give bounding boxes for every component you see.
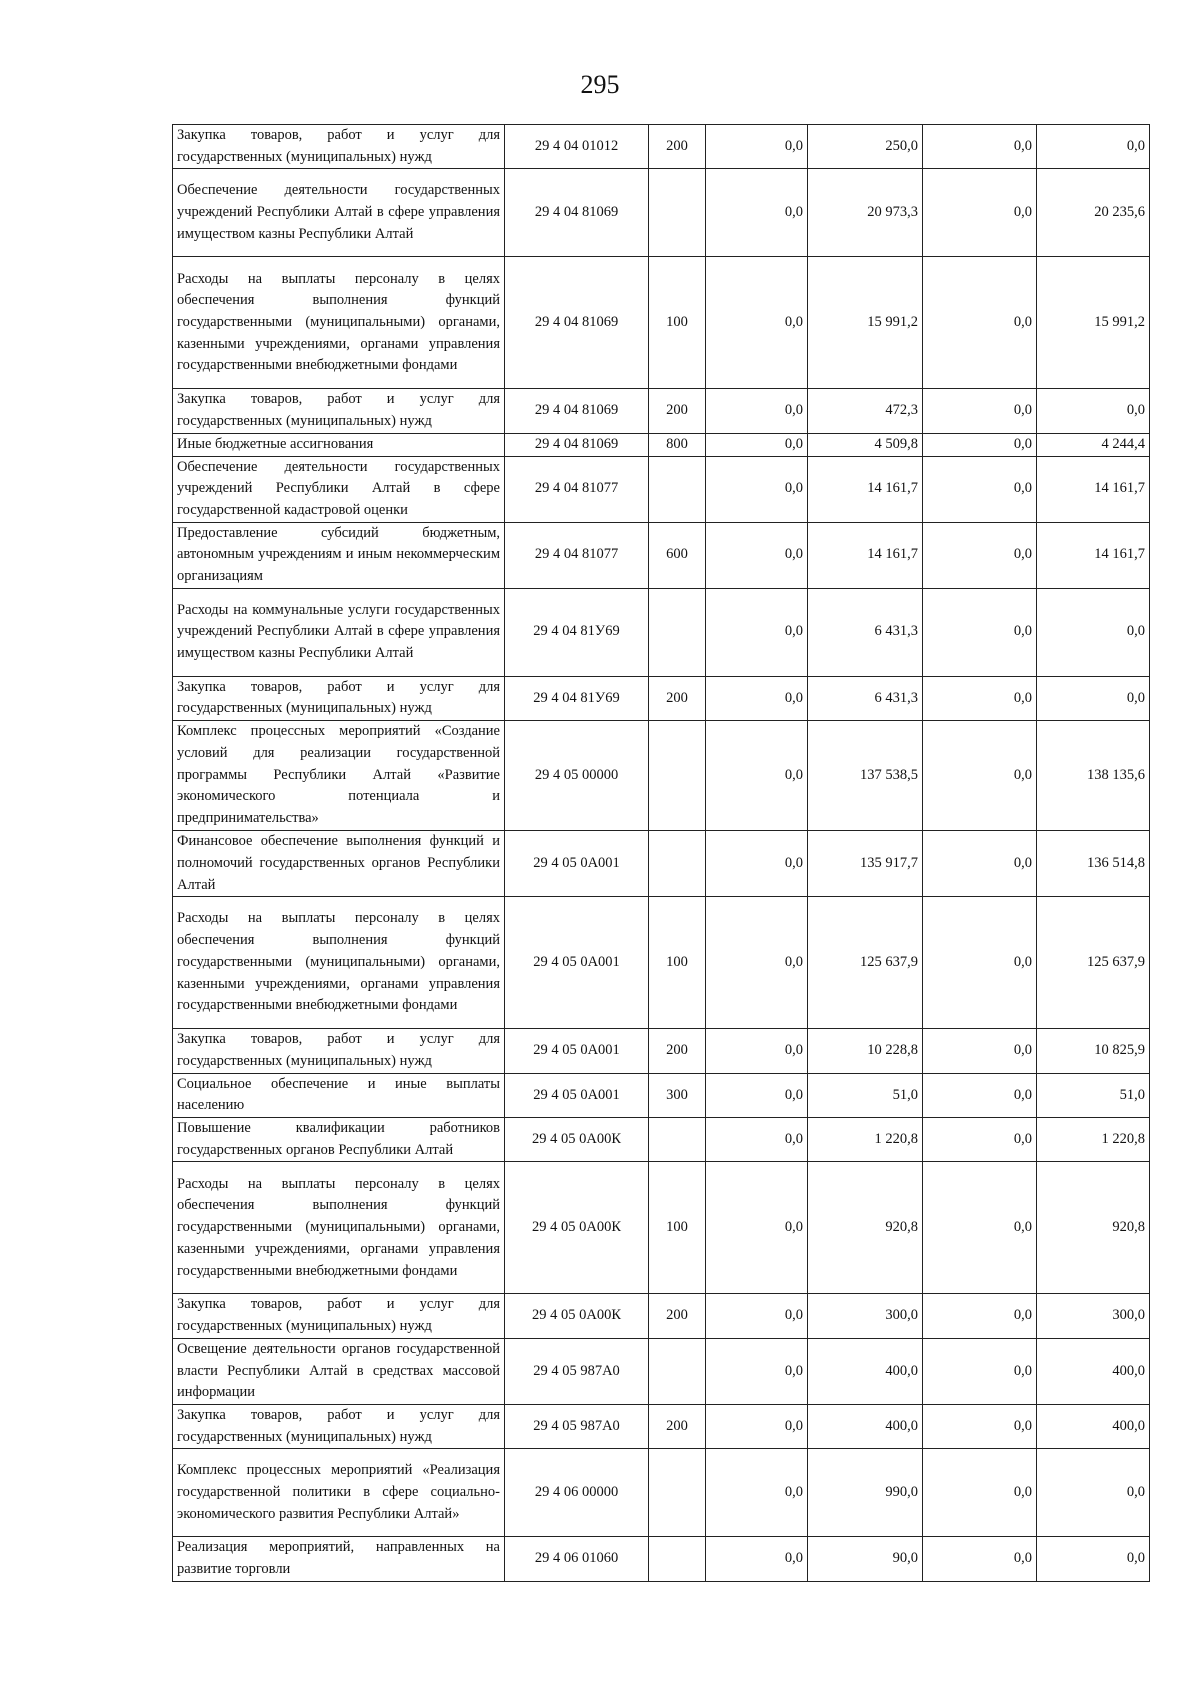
amount-col-2-cell: 15 991,2: [808, 257, 923, 389]
amount-col-1-cell: 0,0: [706, 588, 808, 676]
target-code-cell: 29 4 04 81069: [505, 169, 649, 257]
amount-col-3-cell: 0,0: [923, 897, 1037, 1029]
amount-col-1-cell: 0,0: [706, 1073, 808, 1117]
amount-col-4-cell: 920,8: [1037, 1162, 1150, 1294]
table-row: [173, 1338, 1150, 1404]
amount-col-1-cell: 0,0: [706, 1338, 808, 1404]
amount-col-4-cell: 136 514,8: [1037, 831, 1150, 897]
item-name-cell: Предоставление субсидий бюджетным, автономным учреждениям и иным некоммерческим организациям: [173, 522, 505, 588]
target-code-cell: 29 4 04 81077: [505, 522, 649, 588]
amount-col-3-cell: 0,0: [923, 257, 1037, 389]
amount-col-1-cell: 0,0: [706, 1537, 808, 1581]
item-name-cell: Обеспечение деятельности государственных учреждений Республики Алтай в сфере государственной кадастровой оценки: [173, 456, 505, 522]
amount-col-3-cell: 0,0: [923, 125, 1037, 169]
target-code-cell: 29 4 05 987А0: [505, 1404, 649, 1448]
amount-col-1-cell: 0,0: [706, 257, 808, 389]
amount-col-4-cell: 0,0: [1037, 588, 1150, 676]
item-name-cell: Комплекс процессных мероприятий «Создание условий для реализации государственной программы Республики Алтай «Развитие экономического потенциала и предпринимательства»: [173, 721, 505, 831]
amount-col-3-cell: 0,0: [923, 676, 1037, 720]
expense-type-cell: 200: [649, 389, 706, 433]
amount-col-4-cell: 300,0: [1037, 1294, 1150, 1338]
table-row: [173, 676, 1150, 720]
amount-col-2-cell: 990,0: [808, 1449, 923, 1537]
target-code-cell: 29 4 04 81069: [505, 389, 649, 433]
table-row: [173, 1073, 1150, 1117]
amount-col-3-cell: 0,0: [923, 831, 1037, 897]
amount-col-2-cell: 1 220,8: [808, 1118, 923, 1162]
amount-col-4-cell: 0,0: [1037, 676, 1150, 720]
amount-col-4-cell: 10 825,9: [1037, 1029, 1150, 1073]
expense-type-cell: 800: [649, 433, 706, 456]
expense-type-cell: [649, 169, 706, 257]
amount-col-2-cell: 125 637,9: [808, 897, 923, 1029]
target-code-cell: 29 4 06 00000: [505, 1449, 649, 1537]
table-row: [173, 588, 1150, 676]
item-name-cell: Иные бюджетные ассигнования: [173, 433, 505, 456]
amount-col-2-cell: 135 917,7: [808, 831, 923, 897]
expense-type-cell: 600: [649, 522, 706, 588]
expense-type-cell: [649, 1338, 706, 1404]
amount-col-2-cell: 6 431,3: [808, 588, 923, 676]
amount-col-1-cell: 0,0: [706, 169, 808, 257]
expense-type-cell: [649, 456, 706, 522]
item-name-cell: Закупка товаров, работ и услуг для государственных (муниципальных) нужд: [173, 125, 505, 169]
amount-col-3-cell: 0,0: [923, 456, 1037, 522]
amount-col-1-cell: 0,0: [706, 522, 808, 588]
amount-col-4-cell: 0,0: [1037, 125, 1150, 169]
target-code-cell: 29 4 04 01012: [505, 125, 649, 169]
table-row: [173, 1404, 1150, 1448]
amount-col-2-cell: 20 973,3: [808, 169, 923, 257]
target-code-cell: 29 4 05 0А001: [505, 831, 649, 897]
item-name-cell: Реализация мероприятий, направленных на развитие торговли: [173, 1537, 505, 1581]
amount-col-1-cell: 0,0: [706, 1162, 808, 1294]
expense-type-cell: [649, 831, 706, 897]
table-row: [173, 831, 1150, 897]
expense-type-cell: 200: [649, 1294, 706, 1338]
amount-col-3-cell: 0,0: [923, 1449, 1037, 1537]
amount-col-1-cell: 0,0: [706, 456, 808, 522]
amount-col-2-cell: 300,0: [808, 1294, 923, 1338]
amount-col-3-cell: 0,0: [923, 588, 1037, 676]
target-code-cell: 29 4 05 987А0: [505, 1338, 649, 1404]
table-row: [173, 125, 1150, 169]
amount-col-2-cell: 250,0: [808, 125, 923, 169]
table-row: [173, 721, 1150, 831]
target-code-cell: 29 4 05 0А001: [505, 1029, 649, 1073]
amount-col-1-cell: 0,0: [706, 1294, 808, 1338]
page-number: 295: [580, 70, 620, 99]
item-name-cell: Расходы на выплаты персоналу в целях обеспечения выполнения функций государственными (муниципальными) органами, казенными учреждениями, органами управления государственными внебюджетными фондами: [173, 897, 505, 1029]
expense-type-cell: 200: [649, 125, 706, 169]
amount-col-3-cell: 0,0: [923, 1294, 1037, 1338]
amount-col-3-cell: 0,0: [923, 169, 1037, 257]
target-code-cell: 29 4 05 0А001: [505, 1073, 649, 1117]
budget-table-body: [173, 125, 1150, 1582]
amount-col-1-cell: 0,0: [706, 1404, 808, 1448]
amount-col-3-cell: 0,0: [923, 1162, 1037, 1294]
target-code-cell: 29 4 04 81069: [505, 433, 649, 456]
amount-col-2-cell: 920,8: [808, 1162, 923, 1294]
amount-col-1-cell: 0,0: [706, 1029, 808, 1073]
amount-col-4-cell: 125 637,9: [1037, 897, 1150, 1029]
table-row: [173, 169, 1150, 257]
item-name-cell: Комплекс процессных мероприятий «Реализация государственной политики в сфере социально-экономического развития Республики Алтай»: [173, 1449, 505, 1537]
expense-type-cell: 200: [649, 676, 706, 720]
amount-col-1-cell: 0,0: [706, 1118, 808, 1162]
amount-col-2-cell: 472,3: [808, 389, 923, 433]
amount-col-2-cell: 400,0: [808, 1338, 923, 1404]
item-name-cell: Обеспечение деятельности государственных учреждений Республики Алтай в сфере управления имуществом казны Республики Алтай: [173, 169, 505, 257]
amount-col-2-cell: 400,0: [808, 1404, 923, 1448]
expense-type-cell: [649, 588, 706, 676]
amount-col-2-cell: 51,0: [808, 1073, 923, 1117]
amount-col-4-cell: 138 135,6: [1037, 721, 1150, 831]
amount-col-3-cell: 0,0: [923, 1029, 1037, 1073]
target-code-cell: 29 4 04 81У69: [505, 588, 649, 676]
amount-col-2-cell: 10 228,8: [808, 1029, 923, 1073]
item-name-cell: Финансовое обеспечение выполнения функций и полномочий государственных органов Республики Алтай: [173, 831, 505, 897]
item-name-cell: Расходы на коммунальные услуги государственных учреждений Республики Алтай в сфере управления имуществом казны Республики Алтай: [173, 588, 505, 676]
amount-col-2-cell: 4 509,8: [808, 433, 923, 456]
amount-col-4-cell: 15 991,2: [1037, 257, 1150, 389]
amount-col-1-cell: 0,0: [706, 433, 808, 456]
item-name-cell: Освещение деятельности органов государственной власти Республики Алтай в средствах массовой информации: [173, 1338, 505, 1404]
table-row: [173, 897, 1150, 1029]
amount-col-2-cell: 6 431,3: [808, 676, 923, 720]
amount-col-1-cell: 0,0: [706, 125, 808, 169]
amount-col-3-cell: 0,0: [923, 389, 1037, 433]
expense-type-cell: [649, 1118, 706, 1162]
expense-type-cell: 100: [649, 257, 706, 389]
amount-col-4-cell: 4 244,4: [1037, 433, 1150, 456]
amount-col-3-cell: 0,0: [923, 1338, 1037, 1404]
amount-col-2-cell: 90,0: [808, 1537, 923, 1581]
amount-col-4-cell: 0,0: [1037, 389, 1150, 433]
amount-col-4-cell: 1 220,8: [1037, 1118, 1150, 1162]
target-code-cell: 29 4 05 00000: [505, 721, 649, 831]
amount-col-3-cell: 0,0: [923, 1118, 1037, 1162]
amount-col-3-cell: 0,0: [923, 1537, 1037, 1581]
target-code-cell: 29 4 06 01060: [505, 1537, 649, 1581]
amount-col-4-cell: 400,0: [1037, 1338, 1150, 1404]
target-code-cell: 29 4 05 0А001: [505, 897, 649, 1029]
amount-col-3-cell: 0,0: [923, 721, 1037, 831]
amount-col-1-cell: 0,0: [706, 897, 808, 1029]
amount-col-4-cell: 20 235,6: [1037, 169, 1150, 257]
expense-type-cell: [649, 1449, 706, 1537]
item-name-cell: Расходы на выплаты персоналу в целях обеспечения выполнения функций государственными (муниципальными) органами, казенными учреждениями, органами управления государственными внебюджетными фондами: [173, 257, 505, 389]
target-code-cell: 29 4 04 81У69: [505, 676, 649, 720]
target-code-cell: 29 4 04 81069: [505, 257, 649, 389]
expense-type-cell: 300: [649, 1073, 706, 1117]
amount-col-1-cell: 0,0: [706, 831, 808, 897]
table-row: [173, 1449, 1150, 1537]
budget-table: [172, 124, 1150, 1582]
target-code-cell: 29 4 04 81077: [505, 456, 649, 522]
target-code-cell: 29 4 05 0А00К: [505, 1294, 649, 1338]
amount-col-1-cell: 0,0: [706, 389, 808, 433]
amount-col-4-cell: 0,0: [1037, 1449, 1150, 1537]
amount-col-4-cell: 0,0: [1037, 1537, 1150, 1581]
expense-type-cell: 200: [649, 1404, 706, 1448]
table-row: [173, 456, 1150, 522]
amount-col-2-cell: 14 161,7: [808, 522, 923, 588]
table-row: [173, 389, 1150, 433]
item-name-cell: Закупка товаров, работ и услуг для государственных (муниципальных) нужд: [173, 1029, 505, 1073]
expense-type-cell: 100: [649, 897, 706, 1029]
table-row: [173, 257, 1150, 389]
amount-col-3-cell: 0,0: [923, 522, 1037, 588]
table-row: [173, 1029, 1150, 1073]
target-code-cell: 29 4 05 0А00К: [505, 1162, 649, 1294]
amount-col-1-cell: 0,0: [706, 676, 808, 720]
amount-col-1-cell: 0,0: [706, 721, 808, 831]
table-row: [173, 1537, 1150, 1581]
expense-type-cell: 200: [649, 1029, 706, 1073]
item-name-cell: Закупка товаров, работ и услуг для государственных (муниципальных) нужд: [173, 1294, 505, 1338]
table-row: [173, 1118, 1150, 1162]
table-row: [173, 522, 1150, 588]
amount-col-2-cell: 14 161,7: [808, 456, 923, 522]
amount-col-4-cell: 400,0: [1037, 1404, 1150, 1448]
amount-col-4-cell: 51,0: [1037, 1073, 1150, 1117]
table-row: [173, 433, 1150, 456]
item-name-cell: Повышение квалификации работников государственных органов Республики Алтай: [173, 1118, 505, 1162]
amount-col-4-cell: 14 161,7: [1037, 456, 1150, 522]
amount-col-4-cell: 14 161,7: [1037, 522, 1150, 588]
amount-col-3-cell: 0,0: [923, 433, 1037, 456]
item-name-cell: Закупка товаров, работ и услуг для государственных (муниципальных) нужд: [173, 389, 505, 433]
expense-type-cell: 100: [649, 1162, 706, 1294]
expense-type-cell: [649, 1537, 706, 1581]
table-row: [173, 1294, 1150, 1338]
amount-col-3-cell: 0,0: [923, 1073, 1037, 1117]
amount-col-2-cell: 137 538,5: [808, 721, 923, 831]
table-row: [173, 1162, 1150, 1294]
item-name-cell: Закупка товаров, работ и услуг для государственных (муниципальных) нужд: [173, 676, 505, 720]
expense-type-cell: [649, 721, 706, 831]
target-code-cell: 29 4 05 0А00К: [505, 1118, 649, 1162]
item-name-cell: Социальное обеспечение и иные выплаты населению: [173, 1073, 505, 1117]
item-name-cell: Закупка товаров, работ и услуг для государственных (муниципальных) нужд: [173, 1404, 505, 1448]
amount-col-1-cell: 0,0: [706, 1449, 808, 1537]
amount-col-3-cell: 0,0: [923, 1404, 1037, 1448]
item-name-cell: Расходы на выплаты персоналу в целях обеспечения выполнения функций государственными (муниципальными) органами, казенными учреждениями, органами управления государственными внебюджетными фондами: [173, 1162, 505, 1294]
